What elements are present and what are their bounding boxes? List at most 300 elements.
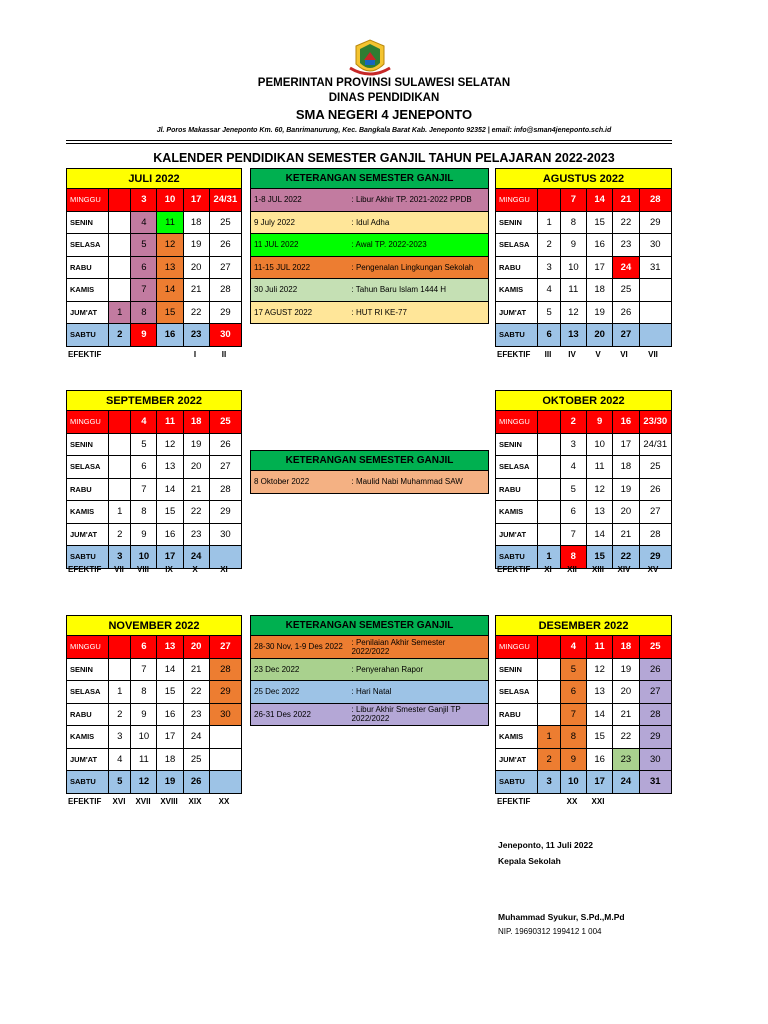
calendar-july-2022 [66, 168, 242, 347]
date-cell: 5 [560, 478, 586, 501]
day-name: SELASA [496, 456, 538, 479]
week-row-sabtu [67, 324, 242, 347]
date-cell: 2 [538, 748, 560, 771]
legend-date: 28-30 Nov, 1-9 Des 2022 [251, 636, 349, 659]
legend-date: 25 Dec 2022 [251, 681, 349, 704]
calendar-december-2022 [495, 615, 672, 794]
date-cell: 21 [613, 189, 639, 212]
week-row-selasa [496, 456, 672, 479]
date-cell: 16 [586, 748, 612, 771]
date-cell: 18 [613, 636, 639, 659]
date-cell: 30 [209, 703, 241, 726]
date-cell: 20 [183, 636, 209, 659]
date-cell: 14 [586, 703, 612, 726]
date-cell [109, 211, 131, 234]
date-cell: 6 [538, 324, 560, 347]
date-cell [109, 636, 131, 659]
day-name: KAMIS [496, 726, 538, 749]
efektif-week: VI [620, 350, 628, 359]
date-cell [538, 456, 560, 479]
week-row-jumat [496, 523, 672, 546]
legend-row [251, 301, 489, 324]
date-cell: 6 [131, 636, 157, 659]
date-cell: 5 [131, 433, 157, 456]
efektif-week: IV [568, 350, 576, 359]
efektif-week: IX [165, 565, 173, 574]
week-row-selasa [496, 681, 672, 704]
day-name: SELASA [67, 234, 109, 257]
legend-description: : Libur Akhir Smester Ganjil TP 2022/2022 [349, 703, 489, 726]
efektif-row-december [495, 797, 672, 809]
date-cell: 19 [183, 433, 209, 456]
date-cell: 2 [109, 703, 131, 726]
efektif-week: X [192, 565, 198, 574]
date-cell: 11 [560, 279, 586, 302]
date-cell: 3 [131, 189, 157, 212]
date-cell [538, 523, 560, 546]
efektif-week: VII [648, 350, 658, 359]
date-cell: 21 [183, 658, 209, 681]
date-cell: 22 [613, 546, 639, 569]
date-cell: 8 [560, 546, 586, 569]
date-cell: 27 [209, 636, 241, 659]
efektif-week: V [595, 350, 601, 359]
date-cell: 20 [183, 256, 209, 279]
day-name: KAMIS [496, 501, 538, 524]
day-name: MINGGU [496, 411, 538, 434]
day-name: SENIN [496, 433, 538, 456]
day-name: SELASA [496, 234, 538, 257]
legend-description: : Penilaian Akhir Semester 2022/2022 [349, 636, 489, 659]
day-name: MINGGU [496, 636, 538, 659]
date-cell [209, 748, 241, 771]
school-emblem-logo [348, 38, 392, 80]
date-cell: 24/31 [209, 189, 241, 212]
efektif-week: XII [567, 565, 577, 574]
date-cell: 16 [157, 703, 183, 726]
date-cell: 11 [586, 636, 612, 659]
date-cell: 3 [109, 726, 131, 749]
date-cell: 27 [639, 681, 671, 704]
date-cell: 18 [183, 411, 209, 434]
legend-date: 23 Dec 2022 [251, 658, 349, 681]
date-cell: 24 [183, 546, 209, 569]
date-cell [639, 301, 671, 324]
week-row-minggu [496, 189, 672, 212]
date-cell: 16 [157, 324, 183, 347]
date-cell: 17 [613, 433, 639, 456]
date-cell: 18 [587, 279, 613, 302]
day-name: JUM'AT [67, 748, 109, 771]
date-cell [109, 433, 131, 456]
date-cell [538, 189, 560, 212]
week-row-rabu [496, 703, 672, 726]
week-row-selasa [67, 681, 242, 704]
week-row-rabu [67, 478, 242, 501]
signature-place-date: Jeneponto, 11 Juli 2022 [498, 840, 593, 850]
legend-description: : Pengenalan Lingkungan Sekolah [349, 256, 489, 279]
date-cell: 19 [613, 658, 639, 681]
date-cell: 26 [639, 478, 671, 501]
header-rule [66, 140, 672, 141]
week-row-rabu [496, 256, 672, 279]
day-name: RABU [67, 256, 109, 279]
date-cell: 1 [109, 301, 131, 324]
date-cell: 22 [183, 301, 209, 324]
date-cell: 7 [131, 279, 157, 302]
week-row-kamis [496, 726, 672, 749]
week-row-senin [67, 433, 242, 456]
date-cell: 15 [586, 546, 612, 569]
legend-september-october [250, 450, 489, 494]
week-row-selasa [496, 234, 672, 257]
date-cell: 23 [613, 748, 639, 771]
day-name: RABU [496, 703, 538, 726]
week-row-minggu [67, 411, 242, 434]
signature-nip: NIP. 19690312 199412 1 004 [498, 927, 602, 936]
date-cell: 14 [587, 189, 613, 212]
legend-description: : Awal TP. 2022-2023 [349, 234, 489, 257]
week-row-kamis [67, 501, 242, 524]
date-cell: 28 [209, 658, 241, 681]
date-cell [109, 256, 131, 279]
day-name: RABU [496, 478, 538, 501]
date-cell: 7 [560, 703, 586, 726]
efektif-week: VIII [136, 565, 149, 574]
efektif-week: XIX [188, 797, 202, 806]
week-row-senin [67, 211, 242, 234]
date-cell: 22 [183, 501, 209, 524]
date-cell: 6 [560, 501, 586, 524]
date-cell: 10 [157, 189, 183, 212]
date-cell: 13 [157, 456, 183, 479]
date-cell: 5 [560, 658, 586, 681]
date-cell: 15 [157, 681, 183, 704]
legend-date: 11-15 JUL 2022 [251, 256, 349, 279]
date-cell: 9 [131, 523, 157, 546]
date-cell: 19 [157, 771, 183, 794]
date-cell: 28 [639, 523, 671, 546]
legend-row [251, 211, 489, 234]
calendar-august-2022 [495, 168, 672, 347]
day-name: SELASA [67, 456, 109, 479]
week-row-sabtu [67, 771, 242, 794]
week-row-minggu [67, 636, 242, 659]
week-row-rabu [496, 478, 672, 501]
date-cell [109, 234, 131, 257]
legend-date: 30 Juli 2022 [251, 279, 349, 302]
legend-row [251, 703, 489, 726]
date-cell: 28 [209, 478, 241, 501]
day-name: SELASA [496, 681, 538, 704]
month-title: SEPTEMBER 2022 [67, 391, 242, 411]
date-cell: 14 [586, 523, 612, 546]
week-row-selasa [67, 234, 242, 257]
calendar-october-2022 [495, 390, 672, 569]
date-cell: 6 [131, 256, 157, 279]
week-row-senin [496, 211, 672, 234]
date-cell: 31 [639, 256, 671, 279]
date-cell: 24 [613, 256, 639, 279]
legend-heading: KETERANGAN SEMESTER GANJIL [251, 451, 489, 471]
header-government: PEMERINTAN PROVINSI SULAWESI SELATAN [257, 77, 511, 89]
efektif-week: VII [114, 565, 124, 574]
day-name: JUM'AT [496, 748, 538, 771]
date-cell: 5 [538, 301, 560, 324]
legend-description: : Tahun Baru Islam 1444 H [349, 279, 489, 302]
date-cell: 21 [613, 703, 639, 726]
date-cell: 26 [209, 234, 241, 257]
day-name: JUM'AT [496, 523, 538, 546]
date-cell: 14 [157, 478, 183, 501]
date-cell: 11 [157, 211, 183, 234]
date-cell: 8 [131, 681, 157, 704]
date-cell [109, 189, 131, 212]
legend-description: : Libur Akhir TP. 2021-2022 PPDB [349, 189, 489, 212]
date-cell: 30 [639, 748, 671, 771]
day-name: SABTU [496, 324, 538, 347]
date-cell: 15 [586, 726, 612, 749]
day-name: KAMIS [67, 726, 109, 749]
efektif-label: EFEKTIF [497, 565, 531, 574]
date-cell: 8 [560, 726, 586, 749]
efektif-row-september [66, 565, 242, 577]
week-row-jumat [496, 301, 672, 324]
date-cell: 27 [639, 501, 671, 524]
date-cell: 12 [157, 433, 183, 456]
date-cell [538, 433, 560, 456]
date-cell: 25 [613, 279, 639, 302]
date-cell: 10 [560, 771, 586, 794]
date-cell: 9 [586, 411, 612, 434]
efektif-week: XXI [591, 797, 605, 806]
month-title: NOVEMBER 2022 [67, 616, 242, 636]
date-cell [109, 279, 131, 302]
date-cell: 23/30 [639, 411, 671, 434]
date-cell: 25 [209, 411, 241, 434]
day-name: SABTU [67, 771, 109, 794]
efektif-week: II [221, 350, 227, 359]
day-name: KAMIS [496, 279, 538, 302]
date-cell: 17 [157, 546, 183, 569]
date-cell: 19 [183, 234, 209, 257]
legend-heading: KETERANGAN SEMESTER GANJIL [251, 616, 489, 636]
date-cell: 10 [586, 433, 612, 456]
date-cell: 12 [560, 301, 586, 324]
week-row-selasa [67, 456, 242, 479]
date-cell [639, 279, 671, 302]
week-row-rabu [67, 703, 242, 726]
efektif-week: XIII [591, 565, 604, 574]
date-cell: 20 [613, 681, 639, 704]
date-cell: 19 [613, 478, 639, 501]
date-cell: 7 [131, 478, 157, 501]
date-cell [538, 411, 560, 434]
efektif-label: EFEKTIF [497, 797, 531, 806]
date-cell: 11 [131, 748, 157, 771]
date-cell: 26 [613, 301, 639, 324]
date-cell [538, 681, 560, 704]
month-title: DESEMBER 2022 [496, 616, 672, 636]
efektif-row-august [495, 350, 672, 362]
efektif-week: XI [220, 565, 228, 574]
week-row-sabtu [496, 324, 672, 347]
efektif-week: III [544, 350, 552, 359]
date-cell: 13 [586, 501, 612, 524]
date-cell: 13 [586, 681, 612, 704]
month-title: OKTOBER 2022 [496, 391, 672, 411]
date-cell [109, 658, 131, 681]
day-name: SABTU [67, 324, 109, 347]
date-cell: 4 [560, 456, 586, 479]
date-cell: 21 [613, 523, 639, 546]
week-row-sabtu [496, 771, 672, 794]
legend-date: 11 JUL 2022 [251, 234, 349, 257]
calendar-september-2022 [66, 390, 242, 569]
day-name: SENIN [67, 658, 109, 681]
day-name: SABTU [67, 546, 109, 569]
week-row-kamis [496, 501, 672, 524]
date-cell: 12 [157, 234, 183, 257]
date-cell: 17 [586, 771, 612, 794]
date-cell: 4 [560, 636, 586, 659]
date-cell [639, 324, 671, 347]
day-name: MINGGU [67, 189, 109, 212]
date-cell: 14 [157, 658, 183, 681]
date-cell: 16 [587, 234, 613, 257]
date-cell: 29 [209, 681, 241, 704]
efektif-label: EFEKTIF [68, 350, 102, 359]
date-cell: 17 [183, 189, 209, 212]
date-cell: 3 [538, 256, 560, 279]
date-cell: 30 [639, 234, 671, 257]
month-title: JULI 2022 [67, 169, 242, 189]
legend-date: 26-31 Des 2022 [251, 703, 349, 726]
week-row-kamis [67, 279, 242, 302]
legend-row [251, 636, 489, 659]
legend-row [251, 279, 489, 302]
day-name: SENIN [496, 658, 538, 681]
date-cell: 21 [183, 478, 209, 501]
week-row-kamis [67, 726, 242, 749]
date-cell: 30 [209, 324, 241, 347]
date-cell: 22 [613, 211, 639, 234]
date-cell: 24/31 [639, 433, 671, 456]
date-cell: 18 [613, 456, 639, 479]
day-name: RABU [67, 703, 109, 726]
date-cell: 3 [538, 771, 560, 794]
legend-description: : Hari Natal [349, 681, 489, 704]
date-cell: 18 [183, 211, 209, 234]
date-cell: 6 [131, 456, 157, 479]
week-row-jumat [496, 748, 672, 771]
date-cell [109, 411, 131, 434]
day-name: SENIN [67, 211, 109, 234]
date-cell [209, 771, 241, 794]
efektif-week: XX [566, 797, 578, 806]
efektif-label: EFEKTIF [68, 565, 102, 574]
legend-description: : Idul Adha [349, 211, 489, 234]
efektif-row-july [66, 350, 242, 362]
date-cell: 11 [586, 456, 612, 479]
legend-november-december [250, 615, 489, 726]
legend-row [251, 658, 489, 681]
date-cell: 27 [209, 256, 241, 279]
date-cell: 4 [538, 279, 560, 302]
date-cell: 13 [157, 636, 183, 659]
date-cell: 1 [109, 681, 131, 704]
date-cell: 6 [560, 681, 586, 704]
date-cell: 14 [157, 279, 183, 302]
header-department: DINAS PENDIDIKAN [328, 92, 440, 104]
week-row-jumat [67, 748, 242, 771]
date-cell: 8 [560, 211, 586, 234]
date-cell: 21 [183, 279, 209, 302]
date-cell: 16 [613, 411, 639, 434]
date-cell: 15 [157, 301, 183, 324]
date-cell: 25 [639, 636, 671, 659]
day-name: KAMIS [67, 501, 109, 524]
efektif-week: XI [544, 565, 552, 574]
day-name: MINGGU [496, 189, 538, 212]
date-cell: 1 [538, 726, 560, 749]
date-cell: 2 [538, 234, 560, 257]
date-cell: 9 [560, 234, 586, 257]
date-cell: 23 [183, 523, 209, 546]
week-row-minggu [496, 636, 672, 659]
efektif-week: XIV [617, 565, 631, 574]
legend-row [251, 471, 489, 494]
date-cell: 20 [183, 456, 209, 479]
week-row-minggu [496, 411, 672, 434]
date-cell: 7 [560, 523, 586, 546]
day-name: SENIN [496, 211, 538, 234]
date-cell: 27 [209, 456, 241, 479]
date-cell [109, 478, 131, 501]
date-cell: 2 [109, 324, 131, 347]
date-cell: 25 [209, 211, 241, 234]
legend-date: 1-8 JUL 2022 [251, 189, 349, 212]
legend-description: : HUT RI KE-77 [349, 301, 489, 324]
date-cell: 15 [157, 501, 183, 524]
efektif-row-november [66, 797, 242, 809]
efektif-label: EFEKTIF [497, 350, 531, 359]
date-cell: 9 [560, 748, 586, 771]
signature-role: Kepala Sekolah [498, 856, 561, 866]
day-name: SABTU [496, 546, 538, 569]
date-cell [109, 456, 131, 479]
date-cell: 7 [131, 658, 157, 681]
date-cell: 26 [639, 658, 671, 681]
date-cell: 26 [183, 771, 209, 794]
date-cell: 2 [560, 411, 586, 434]
date-cell: 24 [183, 726, 209, 749]
week-row-jumat [67, 301, 242, 324]
date-cell: 29 [639, 546, 671, 569]
day-name: SABTU [496, 771, 538, 794]
date-cell: 30 [209, 523, 241, 546]
date-cell: 4 [109, 748, 131, 771]
day-name: SENIN [67, 433, 109, 456]
day-name: MINGGU [67, 636, 109, 659]
date-cell [538, 636, 560, 659]
week-row-rabu [67, 256, 242, 279]
week-row-senin [67, 658, 242, 681]
date-cell: 17 [157, 726, 183, 749]
day-name: JUM'AT [67, 301, 109, 324]
legend-row [251, 234, 489, 257]
day-name: MINGGU [67, 411, 109, 434]
